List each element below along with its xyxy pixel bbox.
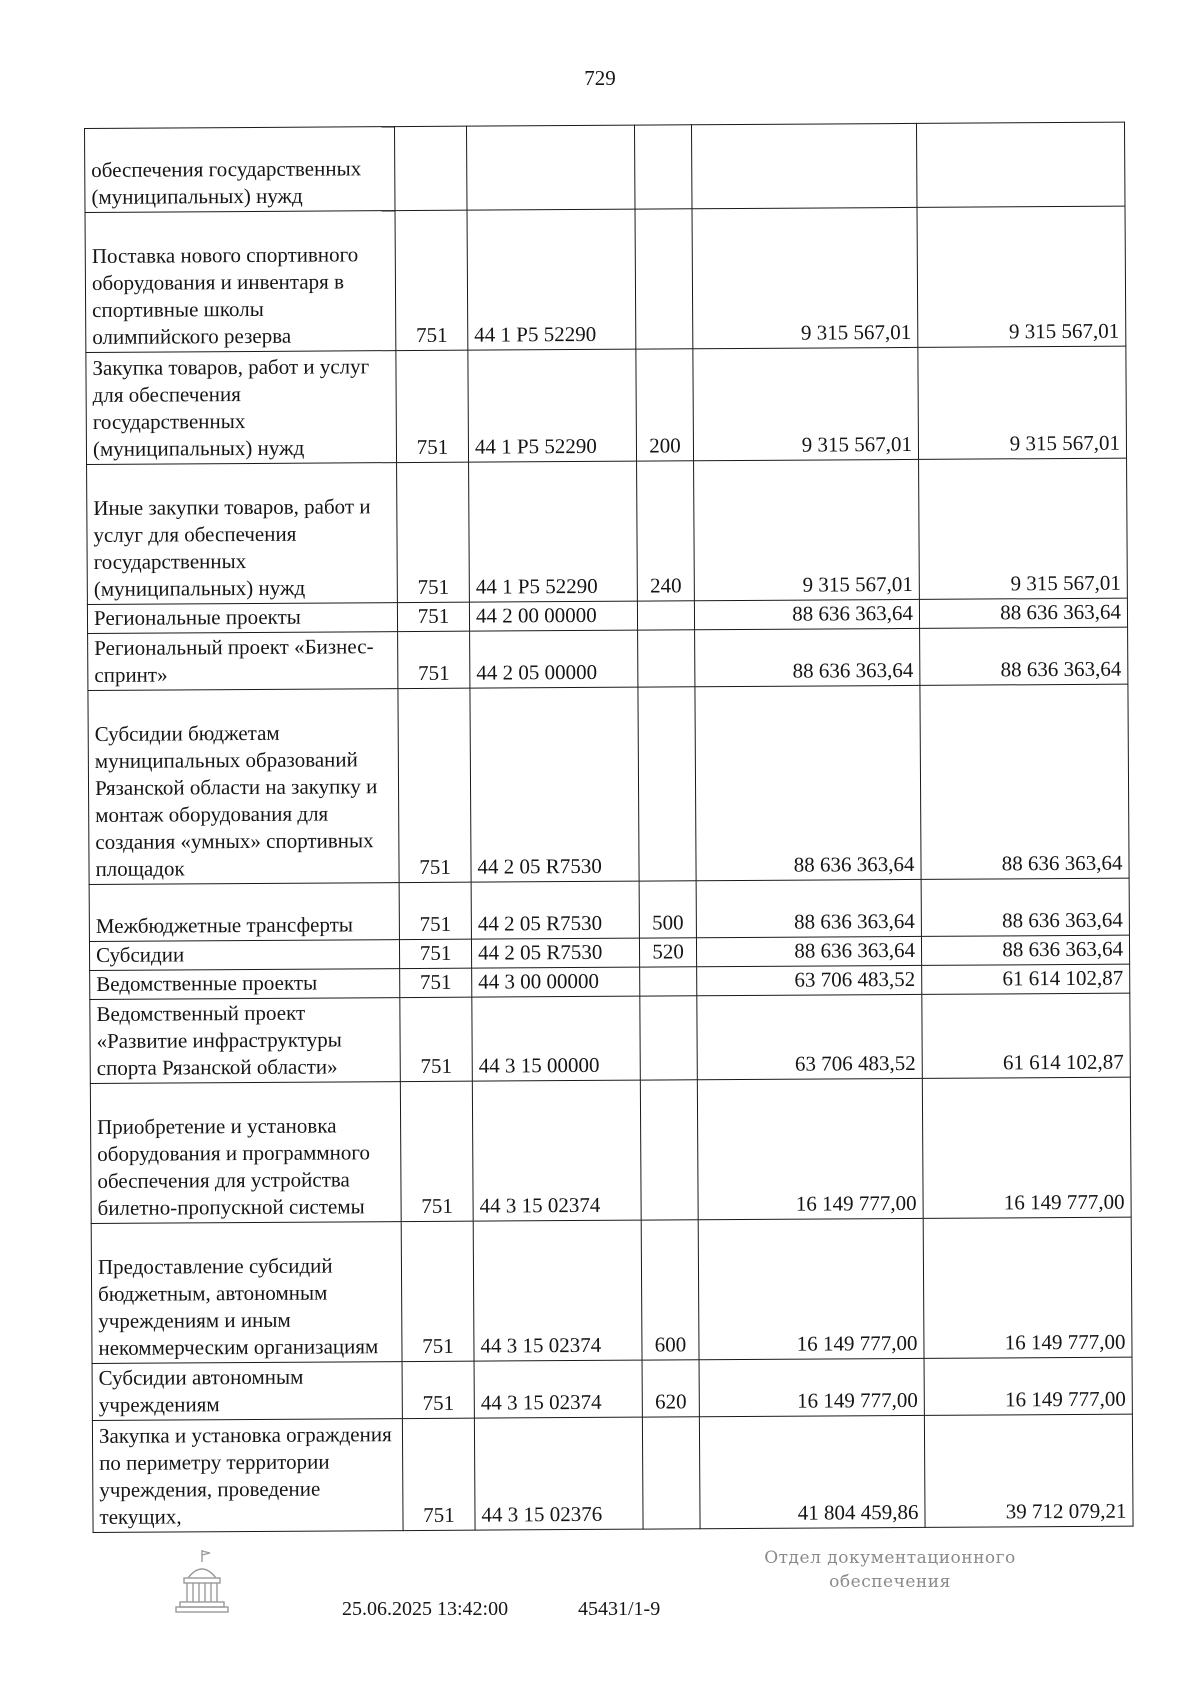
row-ved: 751 [401,1221,474,1361]
row-sum-2: 9 315 567,01 [919,458,1128,599]
row-name: Приобретение и установка оборудования и программного обеспечения для устройства билетно-пропускной системы [90,1082,401,1224]
row-name: Закупка товаров, работ и услуг для обеспечения государственных (муниципальных) нужд [86,351,397,465]
row-name: Региональный проект «Бизнес-спринт» [88,632,398,691]
row-sum-2: 61 614 102,87 [922,964,1130,994]
stamp-line-2: обеспечения [829,1572,951,1592]
row-vr [637,601,694,630]
row-vr [635,209,693,349]
row-sum-2: 9 315 567,01 [918,346,1127,459]
row-sum-1: 88 636 363,64 [694,599,919,629]
row-csr: 44 3 15 02374 [473,1220,642,1361]
row-vr [642,1417,700,1529]
table-row [90,1077,1131,1223]
row-sum-2: 16 149 777,00 [924,1357,1132,1415]
row-ved: 751 [396,350,469,462]
row-name: Закупка и установка ограждения по периметру территории учреждения, проведение текущих, [92,1419,403,1533]
row-vr: 240 [637,461,695,601]
row-sum-2 [916,122,1125,207]
table-row [92,1357,1132,1420]
row-ved: 751 [397,602,469,631]
table-row [88,684,1129,884]
row-csr: 44 3 15 02374 [472,1080,641,1221]
row-vr: 500 [639,881,696,938]
row-sum-2: 16 149 777,00 [922,1077,1131,1218]
row-sum-1: 88 636 363,64 [696,936,921,966]
row-sum-2: 61 614 102,87 [922,993,1131,1078]
table-row [86,346,1127,464]
row-sum-1: 63 706 483,52 [697,965,922,995]
row-vr: 520 [639,938,696,967]
row-name: Ведомственный проект «Развитие инфраструктуры спорта Рязанской области» [90,998,401,1084]
table-row [91,1217,1132,1363]
row-ved: 751 [397,462,470,602]
row-sum-1: 63 706 483,52 [697,994,923,1079]
table-row [85,122,1125,212]
footer-doc-number: 45431/1-9 [578,1598,661,1620]
table-row [85,206,1126,352]
row-vr [634,125,692,209]
row-ved: 751 [400,997,473,1081]
row-vr: 620 [642,1360,699,1417]
row-sum-2: 88 636 363,64 [919,598,1127,628]
row-name: Иные закупки товаров, работ и услуг для обеспечения государственных (муниципальных) нужд [87,463,398,605]
row-name: Субсидии [89,940,399,971]
row-ved: 751 [398,688,471,882]
row-sum-1: 9 315 567,01 [693,347,919,460]
duma-building-logo-icon [172,1548,232,1614]
row-csr: 44 3 00 00000 [472,967,640,997]
row-sum-1: 88 636 363,64 [696,879,921,937]
row-vr: 200 [636,349,694,461]
row-sum-1: 41 804 459,86 [699,1415,925,1528]
row-ved: 751 [399,939,471,968]
row-name: Субсидии автономным учреждениям [92,1362,402,1421]
row-vr [638,687,696,881]
row-csr [466,125,635,210]
row-sum-2: 88 636 363,64 [921,878,1129,936]
row-csr: 44 2 05 R7530 [470,687,639,882]
table-row [89,878,1129,941]
budget-table-body [85,122,1134,1532]
row-ved: 751 [400,968,472,997]
row-csr: 44 2 00 00000 [469,601,637,631]
row-vr [638,630,695,687]
row-sum-2: 88 636 363,64 [920,627,1128,685]
row-ved: 751 [395,210,468,350]
row-csr: 44 1 P5 52290 [467,209,636,350]
row-csr: 44 2 05 R7530 [471,881,639,939]
row-csr: 44 1 P5 52290 [468,349,637,462]
row-csr: 44 2 05 00000 [470,630,638,688]
row-sum-2: 16 149 777,00 [923,1217,1132,1358]
row-name: Предоставление субсидий бюджетным, автономным учреждениям и иным некоммерческим организациям [91,1222,402,1364]
row-csr: 44 3 15 02376 [474,1417,643,1530]
row-ved: 751 [402,1361,474,1418]
footer-datetime: 25.06.2025 13:42:00 [342,1598,509,1620]
row-sum-1: 9 315 567,01 [694,459,920,600]
table-row [92,1414,1133,1532]
row-csr: 44 3 15 02374 [474,1360,642,1418]
row-csr: 44 3 15 00000 [472,996,641,1081]
department-stamp [740,1546,1040,1594]
row-sum-2: 88 636 363,64 [921,935,1129,965]
row-sum-2: 88 636 363,64 [920,684,1129,879]
row-sum-1: 16 149 777,00 [698,1218,924,1359]
row-name: обеспечения государственных (муниципальных) нужд [85,127,396,213]
budget-table [84,122,1134,1533]
row-sum-1: 88 636 363,64 [695,685,921,880]
row-sum-1: 16 149 777,00 [697,1078,923,1219]
row-vr [640,1080,698,1220]
row-vr [640,967,697,996]
row-ved: 751 [400,1081,473,1221]
row-name: Поставка нового спортивного оборудования и инвентаря в спортивные школы олимпийского резерва [85,211,396,353]
row-name: Региональные проекты [87,603,397,634]
row-name: Межбюджетные трансферты [89,883,399,942]
row-name: Ведомственные проекты [90,969,400,1000]
row-sum-1: 9 315 567,01 [692,207,918,348]
row-vr: 600 [641,1220,699,1360]
row-name: Субсидии бюджетам муниципальных образований Рязанской области на закупку и монтаж оборудования для создания «умных» спортивных площадок [88,689,399,885]
row-sum-2: 39 712 079,21 [924,1414,1133,1527]
row-sum-1: 88 636 363,64 [695,628,920,686]
row-ved: 751 [398,631,470,688]
row-ved [394,126,467,210]
row-csr: 44 1 P5 52290 [469,461,638,602]
row-sum-1 [691,123,917,208]
row-vr [640,996,698,1080]
row-csr: 44 2 05 R7530 [471,938,639,968]
row-ved: 751 [402,1418,475,1530]
stamp-line-1: Отдел документационного [764,1548,1016,1568]
table-row [87,458,1128,604]
row-ved: 751 [399,882,471,939]
table-row [90,993,1130,1083]
page-number: 729 [584,66,616,90]
row-sum-2: 9 315 567,01 [917,206,1126,347]
table-row [88,627,1128,690]
row-sum-1: 16 149 777,00 [699,1358,924,1416]
